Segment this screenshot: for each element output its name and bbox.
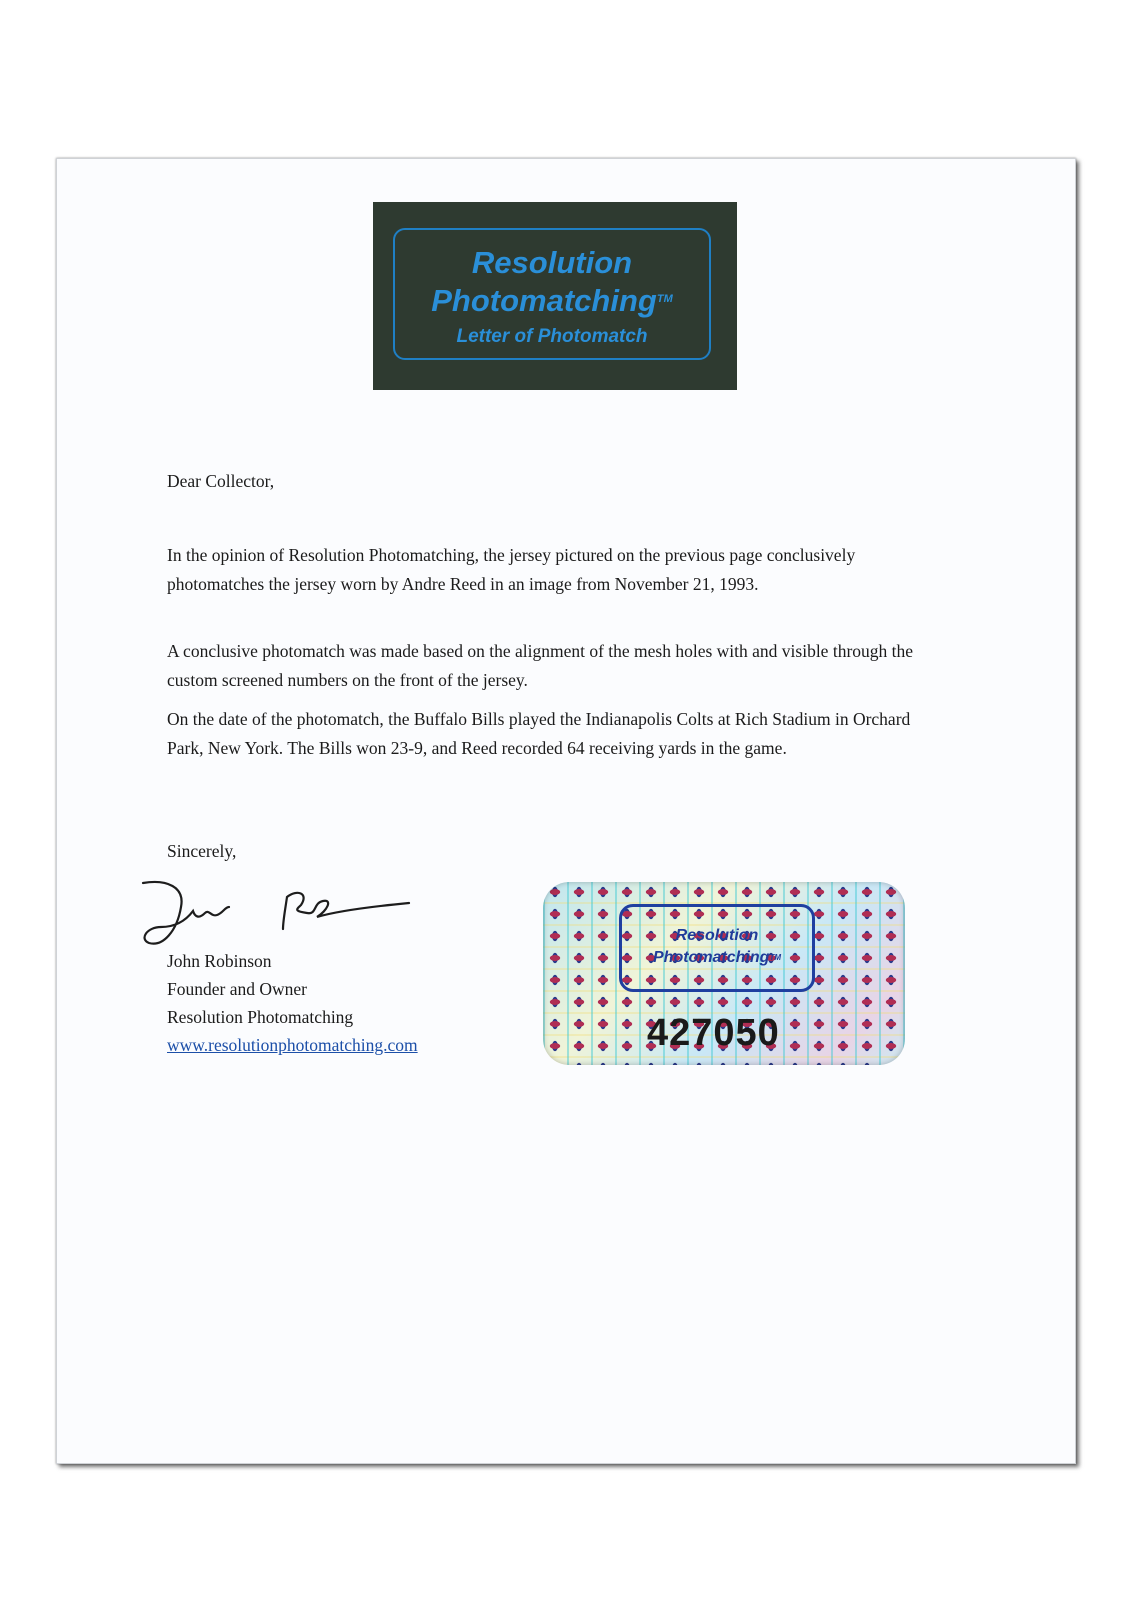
- hologram-title-line1: Resolution: [675, 927, 759, 944]
- signer-name: John Robinson: [167, 951, 272, 971]
- signature-block: [167, 947, 418, 1059]
- closing: Sincerely,: [167, 841, 237, 861]
- greeting: Dear Collector,: [167, 471, 275, 491]
- signer-company: Resolution Photomatching: [167, 1007, 354, 1027]
- hologram-title-line2-text: Photomatching: [653, 949, 770, 966]
- hologram-trademark: TM: [769, 953, 781, 962]
- body-paragraph-1: In the opinion of Resolution Photomatching, the jersey pictured on the previous page conclusively photomatches the jersey worn by Andre Reed in an image from November 21, 1993.: [167, 545, 856, 594]
- hologram-sticker: [543, 882, 905, 1065]
- logo-trademark: TM: [656, 293, 673, 305]
- hologram-serial-number: 427050: [647, 1012, 780, 1054]
- body-paragraph-3: On the date of the photomatch, the Buffalo Bills played the Indianapolis Colts at Rich Stadium in Orchard Park, New York. The Bills won 23-9, and Reed recorded 64 receiving yards in the game.: [167, 709, 911, 758]
- logo-title-line1: Resolution: [471, 245, 633, 280]
- logo-title-line2: [395, 282, 709, 320]
- letter-page: [56, 158, 1076, 1464]
- hologram-logo-frame: [619, 904, 815, 992]
- header-logo: [373, 202, 737, 390]
- body-paragraph-2: A conclusive photomatch was made based on the alignment of the mesh holes with and visible through the custom screened numbers on the front of the jersey.: [167, 641, 914, 690]
- logo-subtitle: Letter of Photomatch: [456, 326, 648, 347]
- website-link[interactable]: www.resolutionphotomatching.com: [167, 1035, 418, 1055]
- logo-title-line2-text: Photomatching: [431, 283, 657, 318]
- handwritten-signature: [137, 877, 437, 957]
- hologram-title-line2: [622, 947, 812, 969]
- logo-frame: [393, 228, 711, 360]
- signer-title: Founder and Owner: [167, 979, 307, 999]
